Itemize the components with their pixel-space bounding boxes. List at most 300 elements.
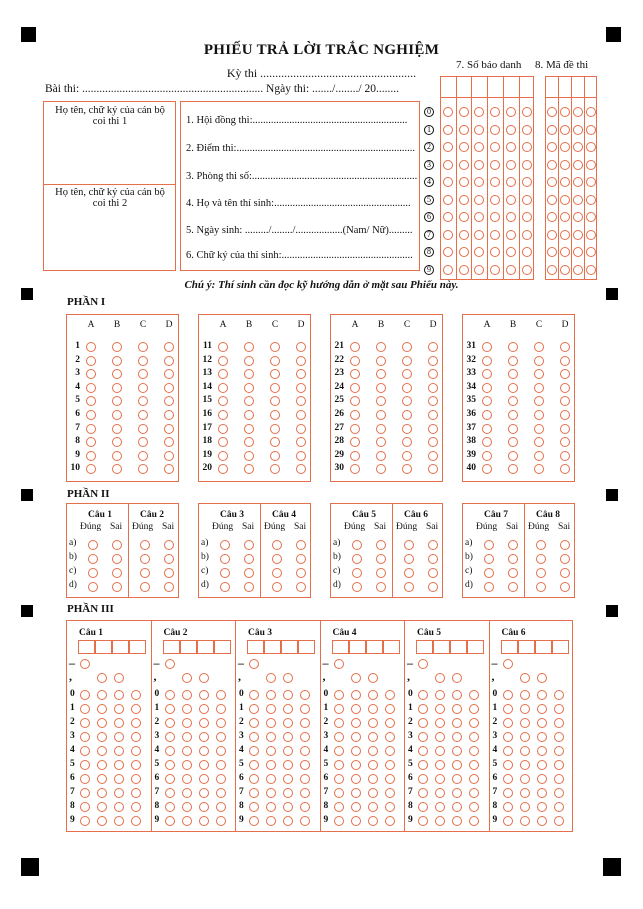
made-bubble[interactable]: [560, 247, 570, 257]
answer-bubble[interactable]: [218, 342, 228, 352]
digit-bubble[interactable]: [520, 788, 530, 798]
answer-box[interactable]: [366, 640, 383, 654]
digit-bubble[interactable]: [503, 788, 513, 798]
answer-bubble[interactable]: [218, 424, 228, 434]
digit-bubble[interactable]: [334, 760, 344, 770]
digit-bubble[interactable]: [418, 690, 428, 700]
false-bubble[interactable]: [428, 554, 438, 564]
digit-bubble[interactable]: [435, 732, 445, 742]
sbd-bubble[interactable]: [459, 160, 469, 170]
answer-bubble[interactable]: [270, 424, 280, 434]
digit-bubble[interactable]: [114, 690, 124, 700]
answer-bubble[interactable]: [428, 356, 438, 366]
answer-bubble[interactable]: [218, 356, 228, 366]
digit-bubble[interactable]: [554, 732, 564, 742]
answer-box[interactable]: [433, 640, 450, 654]
true-bubble[interactable]: [140, 582, 150, 592]
made-bubble[interactable]: [573, 125, 583, 135]
digit-bubble[interactable]: [182, 690, 192, 700]
answer-bubble[interactable]: [534, 451, 544, 461]
sbd-bubble[interactable]: [522, 265, 532, 275]
false-bubble[interactable]: [560, 540, 570, 550]
answer-box[interactable]: [78, 640, 95, 654]
answer-bubble[interactable]: [534, 424, 544, 434]
answer-bubble[interactable]: [164, 410, 174, 420]
sbd-bubble[interactable]: [459, 177, 469, 187]
false-bubble[interactable]: [244, 582, 254, 592]
comma-bubble[interactable]: [537, 673, 547, 683]
digit-bubble[interactable]: [537, 690, 547, 700]
digit-bubble[interactable]: [199, 746, 209, 756]
digit-bubble[interactable]: [452, 788, 462, 798]
sbd-bubble[interactable]: [459, 107, 469, 117]
answer-bubble[interactable]: [244, 410, 254, 420]
sbd-bubble[interactable]: [443, 247, 453, 257]
digit-bubble[interactable]: [182, 746, 192, 756]
digit-bubble[interactable]: [537, 704, 547, 714]
false-bubble[interactable]: [508, 582, 518, 592]
sbd-bubble[interactable]: [443, 160, 453, 170]
digit-bubble[interactable]: [249, 704, 259, 714]
answer-bubble[interactable]: [112, 451, 122, 461]
answer-bubble[interactable]: [270, 410, 280, 420]
answer-bubble[interactable]: [296, 342, 306, 352]
digit-bubble[interactable]: [368, 704, 378, 714]
true-bubble[interactable]: [536, 582, 546, 592]
made-bubble[interactable]: [573, 142, 583, 152]
digit-bubble[interactable]: [554, 774, 564, 784]
digit-bubble[interactable]: [249, 760, 259, 770]
digit-bubble[interactable]: [418, 816, 428, 826]
comma-bubble[interactable]: [283, 673, 293, 683]
answer-bubble[interactable]: [296, 424, 306, 434]
digit-bubble[interactable]: [351, 746, 361, 756]
digit-bubble[interactable]: [199, 718, 209, 728]
digit-bubble[interactable]: [283, 718, 293, 728]
true-bubble[interactable]: [352, 540, 362, 550]
digit-bubble[interactable]: [114, 802, 124, 812]
minus-bubble[interactable]: [249, 659, 259, 669]
answer-bubble[interactable]: [138, 424, 148, 434]
answer-bubble[interactable]: [482, 383, 492, 393]
digit-bubble[interactable]: [300, 816, 310, 826]
digit-bubble[interactable]: [351, 760, 361, 770]
digit-bubble[interactable]: [266, 788, 276, 798]
digit-bubble[interactable]: [520, 760, 530, 770]
true-bubble[interactable]: [404, 582, 414, 592]
digit-bubble[interactable]: [368, 816, 378, 826]
answer-box[interactable]: [298, 640, 315, 654]
digit-bubble[interactable]: [368, 760, 378, 770]
comma-bubble[interactable]: [266, 673, 276, 683]
digit-bubble[interactable]: [435, 690, 445, 700]
made-bubble[interactable]: [573, 247, 583, 257]
comma-bubble[interactable]: [520, 673, 530, 683]
digit-bubble[interactable]: [537, 718, 547, 728]
made-bubble[interactable]: [586, 230, 596, 240]
true-bubble[interactable]: [88, 568, 98, 578]
answer-bubble[interactable]: [402, 424, 412, 434]
digit-bubble[interactable]: [300, 788, 310, 798]
digit-bubble[interactable]: [300, 774, 310, 784]
digit-bubble[interactable]: [199, 788, 209, 798]
digit-bubble[interactable]: [97, 774, 107, 784]
sbd-bubble[interactable]: [522, 107, 532, 117]
digit-bubble[interactable]: [114, 732, 124, 742]
made-bubble[interactable]: [573, 230, 583, 240]
answer-bubble[interactable]: [138, 451, 148, 461]
made-bubble[interactable]: [586, 177, 596, 187]
digit-bubble[interactable]: [283, 746, 293, 756]
answer-bubble[interactable]: [270, 342, 280, 352]
field-exam-site[interactable]: 2. Điểm thi:....................................................................: [186, 143, 415, 154]
digit-bubble[interactable]: [131, 816, 141, 826]
answer-bubble[interactable]: [86, 356, 96, 366]
minus-bubble[interactable]: [418, 659, 428, 669]
false-bubble[interactable]: [164, 568, 174, 578]
digit-bubble[interactable]: [216, 816, 226, 826]
false-bubble[interactable]: [244, 568, 254, 578]
answer-box[interactable]: [332, 640, 349, 654]
digit-bubble[interactable]: [165, 816, 175, 826]
digit-bubble[interactable]: [452, 746, 462, 756]
answer-box[interactable]: [535, 640, 552, 654]
made-bubble[interactable]: [547, 265, 557, 275]
true-bubble[interactable]: [352, 554, 362, 564]
answer-box[interactable]: [129, 640, 146, 654]
digit-bubble[interactable]: [114, 816, 124, 826]
digit-bubble[interactable]: [334, 802, 344, 812]
answer-bubble[interactable]: [296, 451, 306, 461]
digit-bubble[interactable]: [97, 704, 107, 714]
digit-bubble[interactable]: [385, 746, 395, 756]
sbd-bubble[interactable]: [443, 177, 453, 187]
sbd-bubble[interactable]: [490, 160, 500, 170]
answer-bubble[interactable]: [164, 383, 174, 393]
made-bubble[interactable]: [586, 125, 596, 135]
answer-bubble[interactable]: [164, 424, 174, 434]
sbd-bubble[interactable]: [459, 142, 469, 152]
true-bubble[interactable]: [272, 540, 282, 550]
sbd-bubble[interactable]: [506, 247, 516, 257]
answer-bubble[interactable]: [138, 383, 148, 393]
sbd-bubble[interactable]: [506, 195, 516, 205]
digit-bubble[interactable]: [537, 802, 547, 812]
digit-bubble[interactable]: [368, 802, 378, 812]
digit-bubble[interactable]: [80, 802, 90, 812]
answer-bubble[interactable]: [560, 410, 570, 420]
sbd-bubble[interactable]: [490, 230, 500, 240]
digit-bubble[interactable]: [266, 816, 276, 826]
digit-bubble[interactable]: [300, 760, 310, 770]
digit-bubble[interactable]: [503, 760, 513, 770]
digit-bubble[interactable]: [216, 718, 226, 728]
digit-bubble[interactable]: [131, 802, 141, 812]
digit-bubble[interactable]: [266, 760, 276, 770]
sbd-bubble[interactable]: [522, 230, 532, 240]
false-bubble[interactable]: [560, 554, 570, 564]
digit-bubble[interactable]: [182, 718, 192, 728]
true-bubble[interactable]: [140, 540, 150, 550]
digit-bubble[interactable]: [334, 746, 344, 756]
false-bubble[interactable]: [376, 568, 386, 578]
digit-bubble[interactable]: [165, 746, 175, 756]
comma-bubble[interactable]: [114, 673, 124, 683]
digit-bubble[interactable]: [283, 732, 293, 742]
sbd-bubble[interactable]: [443, 125, 453, 135]
field-council[interactable]: 1. Hội đồng thi:...........................................................: [186, 115, 408, 126]
true-bubble[interactable]: [484, 554, 494, 564]
answer-bubble[interactable]: [534, 342, 544, 352]
digit-bubble[interactable]: [80, 760, 90, 770]
digit-bubble[interactable]: [80, 704, 90, 714]
answer-box[interactable]: [214, 640, 231, 654]
comma-bubble[interactable]: [368, 673, 378, 683]
true-bubble[interactable]: [140, 554, 150, 564]
digit-bubble[interactable]: [351, 774, 361, 784]
made-bubble[interactable]: [560, 230, 570, 240]
made-bubble[interactable]: [573, 177, 583, 187]
made-bubble[interactable]: [586, 195, 596, 205]
true-bubble[interactable]: [536, 554, 546, 564]
digit-bubble[interactable]: [503, 802, 513, 812]
digit-bubble[interactable]: [165, 760, 175, 770]
digit-bubble[interactable]: [334, 774, 344, 784]
digit-bubble[interactable]: [503, 816, 513, 826]
true-bubble[interactable]: [352, 568, 362, 578]
true-bubble[interactable]: [484, 540, 494, 550]
digit-bubble[interactable]: [351, 690, 361, 700]
digit-bubble[interactable]: [537, 816, 547, 826]
digit-bubble[interactable]: [300, 746, 310, 756]
made-bubble[interactable]: [586, 107, 596, 117]
true-bubble[interactable]: [536, 540, 546, 550]
digit-bubble[interactable]: [216, 774, 226, 784]
digit-bubble[interactable]: [249, 816, 259, 826]
digit-bubble[interactable]: [520, 816, 530, 826]
digit-bubble[interactable]: [520, 774, 530, 784]
digit-bubble[interactable]: [503, 718, 513, 728]
digit-bubble[interactable]: [503, 732, 513, 742]
digit-bubble[interactable]: [452, 774, 462, 784]
false-bubble[interactable]: [376, 582, 386, 592]
answer-bubble[interactable]: [428, 424, 438, 434]
answer-bubble[interactable]: [508, 356, 518, 366]
answer-bubble[interactable]: [376, 342, 386, 352]
digit-bubble[interactable]: [97, 760, 107, 770]
answer-bubble[interactable]: [164, 451, 174, 461]
false-bubble[interactable]: [296, 582, 306, 592]
digit-bubble[interactable]: [182, 704, 192, 714]
digit-bubble[interactable]: [537, 746, 547, 756]
digit-bubble[interactable]: [469, 704, 479, 714]
digit-bubble[interactable]: [418, 788, 428, 798]
digit-bubble[interactable]: [385, 690, 395, 700]
false-bubble[interactable]: [376, 554, 386, 564]
sbd-bubble[interactable]: [490, 125, 500, 135]
digit-bubble[interactable]: [469, 788, 479, 798]
answer-box[interactable]: [180, 640, 197, 654]
answer-bubble[interactable]: [244, 356, 254, 366]
answer-bubble[interactable]: [138, 410, 148, 420]
answer-bubble[interactable]: [218, 383, 228, 393]
made-bubble[interactable]: [560, 212, 570, 222]
answer-bubble[interactable]: [218, 410, 228, 420]
digit-bubble[interactable]: [80, 746, 90, 756]
made-bubble[interactable]: [547, 142, 557, 152]
answer-bubble[interactable]: [402, 410, 412, 420]
false-bubble[interactable]: [296, 554, 306, 564]
digit-bubble[interactable]: [249, 732, 259, 742]
digit-bubble[interactable]: [283, 788, 293, 798]
digit-bubble[interactable]: [131, 690, 141, 700]
answer-bubble[interactable]: [138, 356, 148, 366]
false-bubble[interactable]: [112, 540, 122, 550]
answer-bubble[interactable]: [560, 424, 570, 434]
made-bubble[interactable]: [560, 265, 570, 275]
sbd-bubble[interactable]: [443, 195, 453, 205]
false-bubble[interactable]: [112, 568, 122, 578]
digit-bubble[interactable]: [80, 788, 90, 798]
answer-bubble[interactable]: [428, 410, 438, 420]
digit-bubble[interactable]: [554, 690, 564, 700]
digit-bubble[interactable]: [418, 802, 428, 812]
digit-bubble[interactable]: [452, 816, 462, 826]
digit-bubble[interactable]: [469, 802, 479, 812]
digit-bubble[interactable]: [418, 732, 428, 742]
answer-bubble[interactable]: [376, 451, 386, 461]
answer-bubble[interactable]: [138, 342, 148, 352]
answer-bubble[interactable]: [164, 342, 174, 352]
answer-box[interactable]: [197, 640, 214, 654]
digit-bubble[interactable]: [97, 732, 107, 742]
answer-bubble[interactable]: [350, 410, 360, 420]
digit-bubble[interactable]: [114, 788, 124, 798]
made-bubble[interactable]: [547, 247, 557, 257]
answer-bubble[interactable]: [376, 356, 386, 366]
digit-bubble[interactable]: [520, 746, 530, 756]
sbd-bubble[interactable]: [490, 265, 500, 275]
sbd-bubble[interactable]: [522, 177, 532, 187]
sbd-bubble[interactable]: [506, 142, 516, 152]
answer-bubble[interactable]: [244, 451, 254, 461]
sbd-bubble[interactable]: [474, 160, 484, 170]
sbd-bubble[interactable]: [506, 230, 516, 240]
minus-bubble[interactable]: [334, 659, 344, 669]
digit-bubble[interactable]: [385, 732, 395, 742]
digit-bubble[interactable]: [385, 704, 395, 714]
sbd-bubble[interactable]: [506, 177, 516, 187]
made-bubble[interactable]: [560, 107, 570, 117]
digit-bubble[interactable]: [334, 704, 344, 714]
digit-bubble[interactable]: [266, 774, 276, 784]
answer-bubble[interactable]: [350, 342, 360, 352]
answer-bubble[interactable]: [508, 424, 518, 434]
sbd-bubble[interactable]: [522, 195, 532, 205]
answer-bubble[interactable]: [508, 451, 518, 461]
true-bubble[interactable]: [220, 568, 230, 578]
digit-bubble[interactable]: [537, 732, 547, 742]
answer-bubble[interactable]: [86, 342, 96, 352]
answer-bubble[interactable]: [428, 451, 438, 461]
digit-bubble[interactable]: [114, 760, 124, 770]
digit-bubble[interactable]: [249, 802, 259, 812]
answer-bubble[interactable]: [560, 451, 570, 461]
answer-bubble[interactable]: [270, 451, 280, 461]
digit-bubble[interactable]: [554, 760, 564, 770]
digit-bubble[interactable]: [216, 760, 226, 770]
sbd-bubble[interactable]: [522, 212, 532, 222]
made-bubble[interactable]: [573, 160, 583, 170]
digit-bubble[interactable]: [165, 774, 175, 784]
answer-bubble[interactable]: [402, 383, 412, 393]
answer-bubble[interactable]: [244, 342, 254, 352]
digit-bubble[interactable]: [418, 718, 428, 728]
false-bubble[interactable]: [560, 582, 570, 592]
made-bubble[interactable]: [560, 177, 570, 187]
answer-box[interactable]: [450, 640, 467, 654]
answer-bubble[interactable]: [428, 342, 438, 352]
field-room[interactable]: 3. Phòng thi số:...............................................................: [186, 171, 418, 182]
digit-bubble[interactable]: [452, 802, 462, 812]
digit-bubble[interactable]: [97, 690, 107, 700]
made-bubble[interactable]: [573, 212, 583, 222]
digit-bubble[interactable]: [351, 704, 361, 714]
answer-bubble[interactable]: [376, 383, 386, 393]
digit-bubble[interactable]: [216, 690, 226, 700]
digit-bubble[interactable]: [368, 746, 378, 756]
digit-bubble[interactable]: [368, 788, 378, 798]
digit-bubble[interactable]: [97, 746, 107, 756]
digit-bubble[interactable]: [199, 760, 209, 770]
digit-bubble[interactable]: [537, 760, 547, 770]
digit-bubble[interactable]: [334, 690, 344, 700]
digit-bubble[interactable]: [249, 774, 259, 784]
answer-box[interactable]: [383, 640, 400, 654]
digit-bubble[interactable]: [283, 690, 293, 700]
true-bubble[interactable]: [88, 554, 98, 564]
digit-bubble[interactable]: [418, 774, 428, 784]
digit-bubble[interactable]: [435, 760, 445, 770]
answer-bubble[interactable]: [534, 410, 544, 420]
digit-bubble[interactable]: [435, 718, 445, 728]
sbd-bubble[interactable]: [443, 142, 453, 152]
digit-bubble[interactable]: [80, 816, 90, 826]
digit-bubble[interactable]: [554, 718, 564, 728]
true-bubble[interactable]: [484, 582, 494, 592]
comma-bubble[interactable]: [435, 673, 445, 683]
sbd-bubble[interactable]: [506, 212, 516, 222]
digit-bubble[interactable]: [520, 802, 530, 812]
digit-bubble[interactable]: [351, 732, 361, 742]
made-bubble[interactable]: [547, 195, 557, 205]
answer-bubble[interactable]: [270, 383, 280, 393]
digit-bubble[interactable]: [554, 746, 564, 756]
sbd-bubble[interactable]: [474, 125, 484, 135]
made-bubble[interactable]: [547, 160, 557, 170]
answer-bubble[interactable]: [350, 356, 360, 366]
answer-bubble[interactable]: [350, 383, 360, 393]
answer-bubble[interactable]: [428, 383, 438, 393]
sbd-bubble[interactable]: [459, 265, 469, 275]
answer-box[interactable]: [281, 640, 298, 654]
sbd-bubble[interactable]: [506, 160, 516, 170]
sbd-bubble[interactable]: [522, 125, 532, 135]
digit-bubble[interactable]: [165, 788, 175, 798]
answer-bubble[interactable]: [402, 356, 412, 366]
sbd-bubble[interactable]: [474, 265, 484, 275]
answer-bubble[interactable]: [508, 383, 518, 393]
